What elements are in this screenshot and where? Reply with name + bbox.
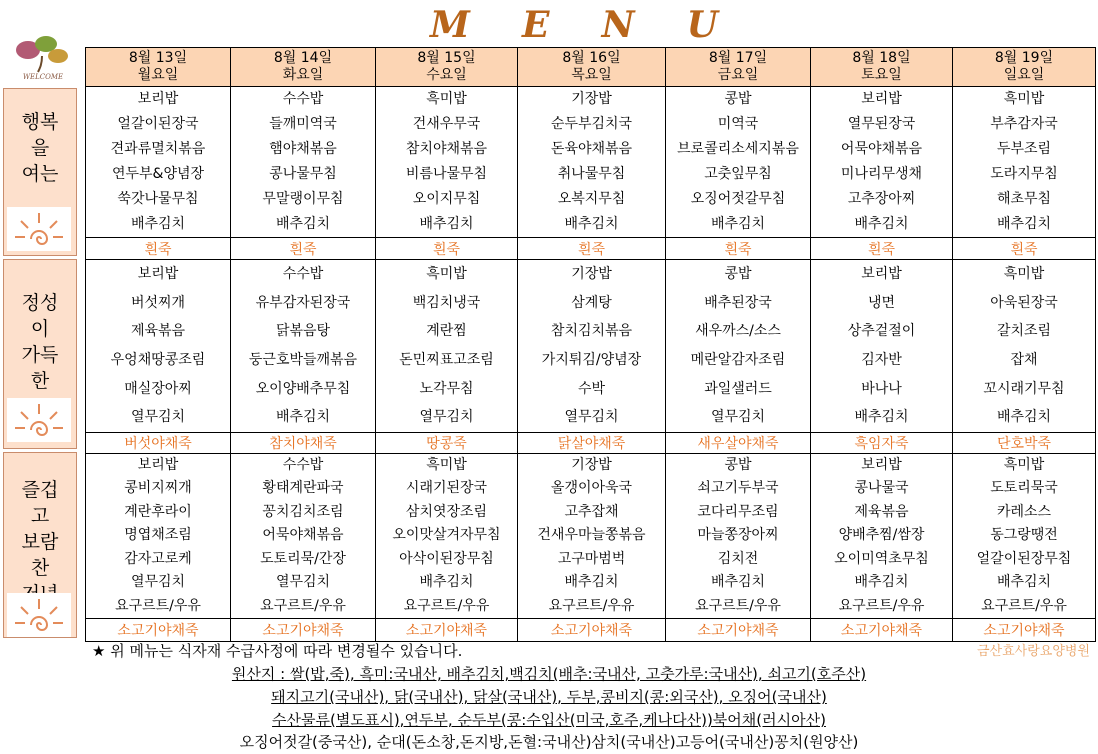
menu-item: 무말랭이무침 (262, 191, 344, 207)
menu-item: 고춧잎무침 (704, 166, 772, 182)
day-weekday: 목요일 (571, 67, 612, 83)
menu-item: 요구르트/우유 (260, 597, 346, 614)
menu-cell (666, 87, 811, 238)
menu-item: 배추된장국 (704, 294, 772, 311)
porridge-row (86, 433, 1096, 454)
menu-item: 고추잡채 (564, 503, 619, 520)
porridge-item: 소고기야채죽 (376, 619, 518, 642)
menu-item: 올갱이아욱국 (550, 480, 633, 497)
menu-item: 배추김치 (419, 216, 474, 232)
menu-item: 배추김치 (710, 216, 766, 232)
menu-item: 얼갈이된장국 (117, 116, 199, 132)
porridge-item: 흰죽 (376, 238, 518, 260)
menu-item: 냉면 (867, 294, 896, 311)
menu-item: 보리밥 (861, 91, 902, 107)
menu-item: 비름나물무침 (405, 166, 488, 182)
porridge-item: 버섯야채죽 (86, 433, 231, 454)
menu-cell (666, 454, 811, 619)
menu-item: 수수밥 (282, 266, 324, 283)
day-date: 8월 19일 (994, 50, 1054, 66)
porridge-item: 새우살야채죽 (666, 433, 811, 454)
menu-item: 양배추찜/쌈장 (838, 527, 925, 544)
day-weekday: 금요일 (717, 67, 759, 83)
menu-item: 콩밥 (724, 266, 752, 283)
logo-text: WELCOME (22, 73, 64, 81)
menu-item: 닭볶음탕 (275, 323, 331, 340)
menu-item: 계란찜 (426, 323, 467, 340)
menu-item: 열무김치 (130, 574, 186, 591)
menu-item: 오징어젓갈무침 (690, 191, 786, 207)
meal-row (86, 260, 1096, 433)
menu-item: 보리밥 (137, 91, 179, 107)
day-date: 8월 15일 (417, 50, 476, 66)
menu-item: 오이맛살겨자무침 (392, 527, 501, 544)
menu-cell (953, 454, 1096, 619)
day-date: 8월 16일 (562, 50, 621, 66)
menu-item: 시래기된장국 (405, 480, 488, 497)
menu-cell (666, 260, 811, 433)
porridge-row (86, 238, 1096, 260)
menu-cell (953, 260, 1096, 433)
menu-item: 우엉채땅콩조림 (110, 352, 206, 368)
menu-item: 오이지무침 (412, 191, 481, 207)
menu-item: 열무김치 (710, 409, 766, 426)
menu-item: 열무김치 (564, 409, 619, 426)
menu-cell (518, 87, 666, 238)
menu-item: 쇠고기두부국 (697, 480, 779, 497)
day-header (231, 48, 376, 87)
origin-line: 원산지 : 쌀(밥,죽), 흑미:국내산, 배추김치,백김치(배추:국내산, 고춧가루:국내산), 쇠고기(호주산) (231, 665, 867, 683)
menu-item: 요구르트/우유 (115, 597, 201, 614)
menu-item: 보리밥 (861, 457, 902, 474)
menu-item: 기장밥 (571, 457, 612, 474)
menu-item: 배추김치 (419, 574, 474, 591)
day-date: 8월 18일 (852, 50, 911, 66)
menu-item: 동그랑땡전 (990, 527, 1058, 544)
menu-item: 배추김치 (996, 574, 1052, 591)
menu-cell (518, 260, 666, 433)
menu-item: 콩밥 (724, 457, 752, 474)
meal-row (86, 454, 1096, 619)
menu-item: 바나나 (861, 380, 902, 397)
menu-item: 흑미밥 (426, 457, 467, 474)
menu-item: 햄야채볶음 (269, 141, 337, 157)
menu-item: 배추김치 (564, 216, 619, 232)
porridge-item: 흰죽 (666, 238, 811, 260)
meal-label: 즐겁 고 보람 찬 저녁 (21, 479, 59, 605)
menu-item: 돈육야채볶음 (550, 141, 633, 157)
sun-swirl-icon (7, 207, 71, 251)
day-header (953, 48, 1096, 87)
menu-item: 건새우무국 (412, 116, 481, 132)
menu-item: 오복지무침 (557, 191, 626, 207)
porridge-item: 소고기야채죽 (231, 619, 376, 642)
side-label-dinner (3, 452, 77, 638)
menu-item: 잡채 (1010, 352, 1038, 368)
menu-item: 과일샐러드 (704, 380, 772, 397)
menu-cell (376, 260, 518, 433)
day-weekday: 수요일 (426, 67, 467, 83)
menu-item: 계란후라이 (124, 503, 192, 520)
menu-item: 어묵야채볶음 (262, 527, 344, 544)
menu-item: 얼갈이된장무침 (976, 550, 1072, 567)
menu-item: 도토리묵국 (990, 480, 1058, 497)
menu-item: 도토리묵/간장 (260, 550, 346, 567)
menu-item: 꽁치김치조림 (262, 503, 344, 520)
day-weekday: 토요일 (861, 67, 902, 83)
menu-item: 삼계탕 (571, 294, 612, 311)
menu-table (85, 47, 1096, 642)
menu-item: 김자반 (861, 352, 902, 368)
menu-item: 노각무침 (419, 380, 474, 397)
day-date: 8월 13일 (128, 50, 188, 66)
menu-item: 아삭이된장무침 (399, 550, 494, 567)
porridge-item: 흰죽 (953, 238, 1096, 260)
menu-item: 쑥갓나물무침 (117, 191, 199, 207)
menu-item: 흑미밥 (1003, 457, 1045, 474)
menu-item: 배추김치 (710, 574, 766, 591)
menu-item: 도라지무침 (990, 166, 1058, 182)
title-letter: N (601, 4, 637, 46)
porridge-item: 소고기야채죽 (666, 619, 811, 642)
menu-item: 보리밥 (137, 457, 179, 474)
menu-item: 상추겉절이 (847, 323, 916, 340)
porridge-item: 흑임자죽 (811, 433, 953, 454)
porridge-item: 소고기야채죽 (811, 619, 953, 642)
origin-line: 수산물류(별도표시),연두부, 순두부(콩:수입산(미국,호주,케나다산))북어채(러시아산) (272, 711, 826, 729)
porridge-item: 흰죽 (86, 238, 231, 260)
menu-item: 오이양배추무침 (255, 380, 351, 397)
menu-item: 흑미밥 (426, 91, 467, 107)
menu-item: 요구르트/우유 (695, 597, 781, 614)
menu-item: 매실장아찌 (124, 380, 192, 397)
menu-item: 흑미밥 (1003, 266, 1045, 283)
page-title (430, 4, 720, 44)
day-header (518, 48, 666, 87)
menu-item: 버섯찌개 (130, 294, 186, 311)
menu-item: 돈민찌표고조림 (399, 352, 494, 368)
menu-item: 아욱된장국 (990, 294, 1058, 311)
menu-item: 제육볶음 (130, 323, 186, 340)
menu-item: 고구마범벅 (557, 550, 626, 567)
menu-item: 콩비지찌개 (124, 480, 192, 497)
menu-item: 새우까스/소스 (695, 323, 781, 340)
menu-cell (86, 454, 231, 619)
menu-item: 보리밥 (137, 266, 179, 283)
menu-item: 코다리무조림 (697, 503, 779, 520)
menu-item: 건새우마늘쫑볶음 (537, 527, 646, 544)
porridge-item: 참치야채죽 (231, 433, 376, 454)
menu-item: 김치전 (717, 550, 759, 567)
menu-item: 연두부&양념장 (111, 166, 205, 182)
menu-item: 미역국 (717, 116, 759, 132)
menu-cell (231, 260, 376, 433)
menu-cell (86, 87, 231, 238)
menu-item: 열무김치 (275, 574, 331, 591)
menu-cell (376, 87, 518, 238)
welcome-logo (6, 34, 80, 82)
porridge-item: 흰죽 (811, 238, 953, 260)
menu-item: 열무김치 (419, 409, 474, 426)
menu-item: 기장밥 (571, 266, 612, 283)
menu-cell (231, 87, 376, 238)
porridge-item: 땅콩죽 (376, 433, 518, 454)
menu-item: 둥근호박들깨볶음 (248, 352, 358, 368)
menu-item: 열무된장국 (847, 116, 916, 132)
menu-item: 참치김치볶음 (550, 323, 633, 340)
day-date: 8월 14일 (273, 50, 333, 66)
origin-line: 오징어젓갈(중국산), 순대(돈소창,돈지방,돈혈:국내산)삼치(국내산)고등어(국내산)꽁치(원양산) (239, 733, 859, 751)
day-header-row (86, 48, 1096, 87)
porridge-row (86, 619, 1096, 642)
menu-item: 미나리무생채 (840, 166, 923, 182)
menu-item: 브로콜리소세지볶음 (677, 141, 799, 157)
sun-swirl-icon (7, 593, 71, 637)
menu-item: 마늘쫑장아찌 (697, 527, 779, 544)
menu-item: 갈치조림 (996, 323, 1052, 340)
menu-item: 제육볶음 (854, 503, 909, 520)
title-letter: E (521, 4, 552, 46)
title-letter: U (686, 4, 720, 46)
menu-item: 요구르트/우유 (838, 597, 925, 614)
origin-line: 돼지고기(국내산), 닭(국내산), 닭살(국내산), 두부,콩비지(콩:외국산), 오징어(국내산) (271, 688, 827, 706)
menu-item: 배추김치 (564, 574, 619, 591)
menu-cell (811, 260, 953, 433)
menu-item: 배추김치 (996, 409, 1052, 426)
menu-item: 수수밥 (282, 91, 324, 107)
menu-item: 취나물무침 (557, 166, 626, 182)
menu-item: 삼치엿장조림 (405, 503, 488, 520)
change-notice: ★ 위 메뉴는 식자재 수급사정에 따라 변경될수 있습니다. (92, 642, 463, 660)
day-header (811, 48, 953, 87)
menu-item: 황태계란파국 (262, 480, 344, 497)
day-header (376, 48, 518, 87)
menu-item: 명엽채조림 (124, 527, 192, 544)
day-weekday: 월요일 (137, 67, 179, 83)
day-weekday: 화요일 (282, 67, 324, 83)
menu-item: 유부감자된장국 (255, 294, 351, 311)
menu-item: 요구르트/우유 (548, 597, 635, 614)
menu-item: 흑미밥 (426, 266, 467, 283)
menu-item: 요구르트/우유 (981, 597, 1067, 614)
menu-item: 어묵야채볶음 (840, 141, 923, 157)
menu-cell (811, 87, 953, 238)
organization-name: 금산효사랑요양병원 (976, 644, 1090, 659)
menu-cell (376, 454, 518, 619)
menu-item: 콩나물무침 (269, 166, 337, 182)
menu-item: 고추장아찌 (847, 191, 916, 207)
menu-item: 배추김치 (854, 574, 909, 591)
side-label-breakfast (3, 88, 77, 256)
porridge-item: 흰죽 (518, 238, 666, 260)
menu-cell (518, 454, 666, 619)
menu-item: 백김치냉국 (412, 294, 481, 311)
menu-item: 두부조림 (996, 141, 1052, 157)
day-date: 8월 17일 (708, 50, 768, 66)
menu-item: 배추김치 (130, 216, 186, 232)
menu-item: 배추김치 (275, 216, 331, 232)
menu-item: 해초무침 (996, 191, 1052, 207)
menu-item: 요구르트/우유 (403, 597, 490, 614)
porridge-item: 소고기야채죽 (953, 619, 1096, 642)
sun-swirl-icon (7, 398, 71, 442)
menu-item: 열무김치 (130, 409, 186, 426)
menu-item: 견과류멸치볶음 (110, 141, 206, 157)
meal-label: 행복 을 여는 (21, 111, 59, 185)
meal-label: 정성 이 가득 한 (21, 292, 59, 392)
menu-item: 배추김치 (854, 216, 909, 232)
menu-item: 배추김치 (275, 409, 331, 426)
menu-item: 흑미밥 (1003, 91, 1045, 107)
title-letter: M (430, 4, 472, 46)
menu-item: 꼬시래기무침 (983, 380, 1065, 397)
menu-item: 메란알감자조림 (690, 352, 786, 368)
porridge-item: 단호박죽 (953, 433, 1096, 454)
menu-cell (86, 260, 231, 433)
menu-item: 부추감자국 (990, 116, 1058, 132)
menu-item: 카레소스 (996, 503, 1052, 520)
menu-item: 수수밥 (282, 457, 324, 474)
menu-cell (811, 454, 953, 619)
day-header (666, 48, 811, 87)
menu-item: 배추김치 (854, 409, 909, 426)
meal-row (86, 87, 1096, 238)
menu-item: 콩밥 (724, 91, 752, 107)
day-weekday: 일요일 (1003, 67, 1045, 83)
menu-item: 가지튀김/양념장 (541, 352, 642, 368)
menu-cell (231, 454, 376, 619)
porridge-item: 흰죽 (231, 238, 376, 260)
menu-cell (953, 87, 1096, 238)
menu-item: 콩나물국 (854, 480, 909, 497)
menu-item: 수박 (577, 380, 606, 397)
porridge-item: 닭살야채죽 (518, 433, 666, 454)
side-label-lunch (3, 259, 77, 449)
menu-item: 보리밥 (861, 266, 902, 283)
menu-item: 참치야채볶음 (405, 141, 488, 157)
menu-item: 오이미역초무침 (834, 550, 929, 567)
porridge-item: 소고기야채죽 (86, 619, 231, 642)
menu-item: 감자고로케 (124, 550, 192, 567)
porridge-item: 소고기야채죽 (518, 619, 666, 642)
menu-item: 배추김치 (996, 216, 1052, 232)
menu-item: 들깨미역국 (269, 116, 337, 132)
menu-item: 기장밥 (571, 91, 612, 107)
menu-item: 순두부김치국 (550, 116, 633, 132)
day-header (86, 48, 231, 87)
